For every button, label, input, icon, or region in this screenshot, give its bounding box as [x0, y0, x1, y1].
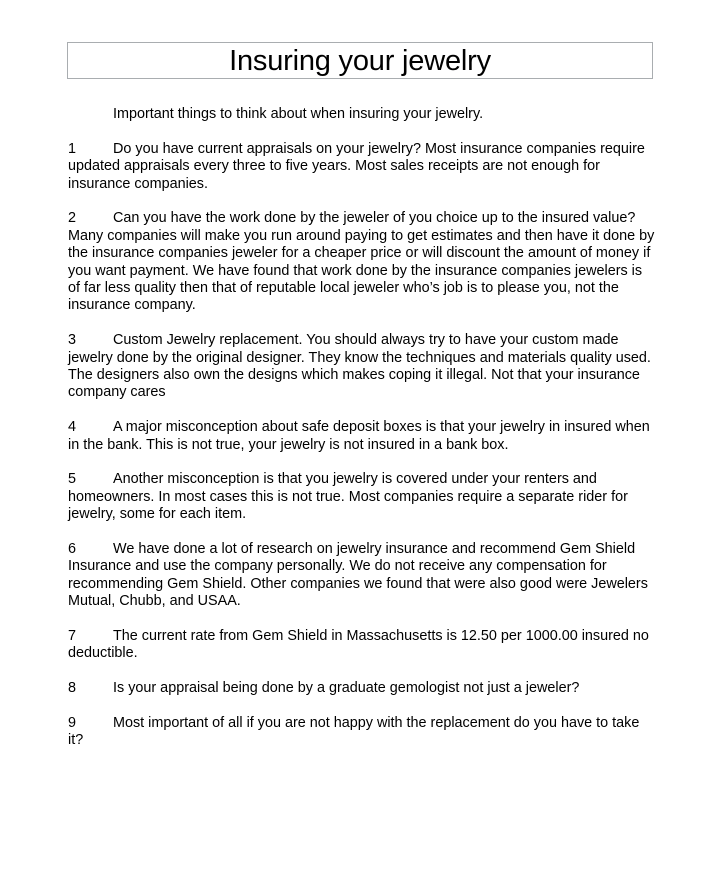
item-number: 1: [68, 140, 77, 157]
item-text: Custom Jewelry replacement. You should always try to have your custom made jewelry done by the original designer. They know the techniques and materials quality used. The designers also own the designs which makes coping it illegal. Not that your insurance company cares: [68, 332, 651, 401]
list-item-6: [68, 541, 658, 611]
list-item-2: [68, 210, 658, 314]
title-box: [67, 42, 653, 79]
item-number: 7: [68, 628, 77, 645]
page-title: Insuring your jewelry: [229, 45, 491, 77]
item-text: Another misconception is that you jewelry is covered under your renters and homeowners. In most cases this is not true. Most companies require a separate rider for jewelry, some for each item.: [68, 471, 628, 523]
list-item-7: [68, 628, 658, 663]
intro-paragraph: Important things to think about when insuring your jewelry.: [113, 106, 484, 122]
item-number: 9: [68, 715, 77, 732]
item-text: A major misconception about safe deposit boxes is that your jewelry in insured when in the bank. This is not true, your jewelry is not insured in a bank box.: [68, 419, 650, 453]
list-item-8: [68, 680, 658, 697]
list-item-1: [68, 141, 658, 193]
list-item-4: [68, 419, 658, 454]
item-number: 5: [68, 471, 77, 488]
list-item-5: [68, 471, 658, 523]
item-text: Most important of all if you are not happy with the replacement do you have to take it?: [68, 715, 640, 749]
item-text: The current rate from Gem Shield in Massachusetts is 12.50 per 1000.00 insured no deductible.: [68, 628, 649, 662]
item-text: We have done a lot of research on jewelry insurance and recommend Gem Shield Insurance and use the company personally. We do not receive any compensation for recommending Gem Shield. Other companies we found that were also good were Jewelers Mutual, Chubb, and USAA.: [68, 541, 648, 610]
item-number: 3: [68, 332, 77, 349]
item-number: 4: [68, 419, 77, 436]
item-number: 8: [68, 680, 77, 697]
item-text: Do you have current appraisals on your jewelry? Most insurance companies require updated appraisals every three to five years. Most sales receipts are not enough for insurance companies.: [68, 140, 645, 192]
item-number: 2: [68, 210, 77, 227]
item-number: 6: [68, 541, 77, 558]
item-text: Is your appraisal being done by a graduate gemologist not just a jeweler?: [113, 680, 580, 697]
list-item-3: [68, 332, 658, 402]
document-body: [68, 106, 658, 767]
list-item-9: [68, 715, 658, 750]
item-text: Can you have the work done by the jeweler of you choice up to the insured value? Many companies will make you run around paying to get estimates and then have it done by the insurance companies jeweler for a cheaper price or will discount the amount of money if you want payment. We have found that work done by the insurance companies jewelers is of far less quality then that of reputable local jeweler who’s job is to please you, not the insurance company.: [68, 210, 655, 314]
